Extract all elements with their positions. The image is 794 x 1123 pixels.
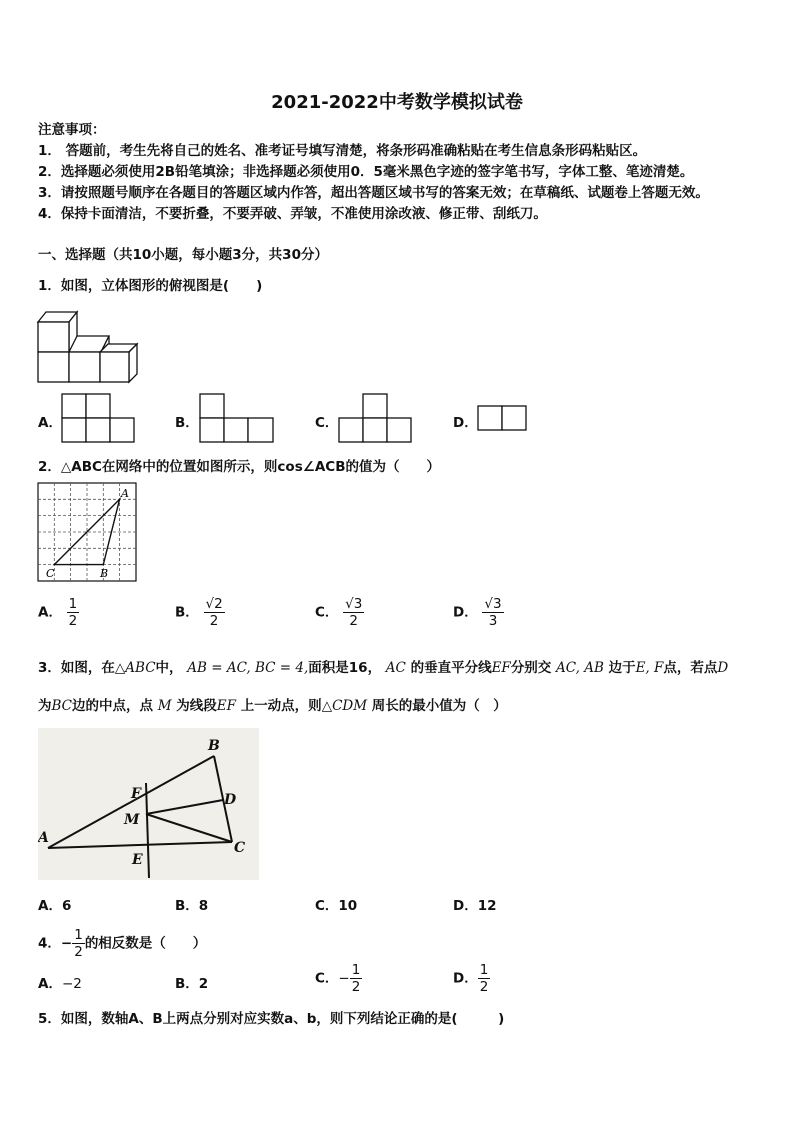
q3-option-d[interactable]: D．12 [453,898,497,914]
q2-option-c[interactable] [315,596,364,629]
q3-text: 边的中点，点 [72,698,154,714]
q3-label-c: C [234,840,246,856]
q2-label-c: C [46,567,55,580]
q1-option-d-figure[interactable] [477,405,528,432]
q2-option-b-label: B． [175,604,199,621]
q4-option-d-label: D． [453,970,478,987]
q3-math: EF [491,660,511,676]
q2-stem: 2．△ABC在网络中的位置如图所示，则cos∠ACB的值为（ ） [38,459,440,475]
q2-option-b-den: 2 [209,613,219,629]
q3-math: EF [216,698,236,714]
q4-suffix: 的相反数是（ ） [84,935,207,952]
q3-text: 上一动点，则 [240,698,322,714]
q3-math: △ABC [114,660,156,676]
q3-option-c[interactable]: C．10 [315,898,358,914]
q3-stem-line-2 [38,696,507,716]
q3-math: AC [385,660,406,676]
notice-item-1: 1． 答题前，考生先将自己的姓名、准考证号填写清楚，将条形码准确粘贴在考生信息条形码粘贴区。 [38,143,647,159]
q4-option-d-den: 2 [479,979,489,995]
q4-option-c-sign: − [338,970,350,987]
page-title: 2021-2022中考数学模拟试卷 [271,92,523,113]
q3-label-b: B [208,738,220,754]
q1-stem: 1．如图，立体图形的俯视图是( ) [38,278,263,294]
q2-option-c-label: C． [315,604,339,621]
q3-math: △CDM [321,698,368,714]
q4-option-a[interactable] [38,972,82,992]
q4-den: 2 [74,944,83,960]
q1-option-b-label[interactable]: B． [175,415,199,431]
q3-math: M [157,698,172,714]
notice-item-2: 2．选择题必须使用2B铅笔填涂；非选择题必须使用0．5毫米黑色字迹的签字笔书写，字体工整、笔迹清楚。 [38,164,694,180]
q1-option-a-label[interactable]: A． [38,415,62,431]
q1-option-d-label[interactable]: D． [453,415,478,431]
q3-text: 周长的最小值为（ ） [371,698,507,714]
q3-text: 边于 [608,660,636,676]
q1-option-b-figure[interactable] [199,393,275,444]
q2-option-a[interactable] [38,596,79,629]
q3-label-m: M [124,812,140,828]
q3-stem-line-1 [38,658,728,678]
q1-option-c-figure[interactable] [338,393,413,444]
q4-option-b-label: B． [175,976,199,992]
q2-option-c-num: √3 [345,596,363,612]
q4-option-c-den: 2 [351,979,361,995]
q4-option-c-label: C． [315,970,339,987]
q3-option-b[interactable]: B．8 [175,898,209,914]
notice-heading: 注意事项： [38,122,106,138]
q3-label-a: A [38,830,49,846]
q3-math: AB = AC, BC = 4, [187,660,309,676]
notice-item-4: 4．保持卡面清洁，不要折叠，不要弄破、弄皱，不准使用涂改液、修正带、刮纸刀。 [38,206,547,222]
q4-stem [38,927,206,960]
q1-option-c-label[interactable]: C． [315,415,339,431]
q2-label-a: A [121,487,129,500]
q3-text: 为线段 [176,698,217,714]
q1-option-a-figure[interactable] [61,393,136,444]
q3-label-e: E [132,852,143,868]
q2-option-a-num: 1 [68,596,78,612]
q4-option-a-text: −2 [61,976,82,992]
q4-option-b-text: 2 [198,976,209,992]
q2-option-d-den: 3 [488,613,498,629]
q3-math: BC [51,698,73,714]
q4-option-d-num: 1 [479,962,489,978]
q3-text: 的垂直平分线 [410,660,492,676]
q2-option-d-label: D． [453,604,478,621]
q3-text: 中， [155,660,183,676]
q4-option-d[interactable] [453,962,490,995]
q4-option-c[interactable] [315,962,362,995]
q3-option-a[interactable]: A．6 [38,898,72,914]
q2-option-c-den: 2 [349,613,359,629]
q4-option-c-num: 1 [351,962,361,978]
q2-option-d[interactable] [453,596,504,629]
q4-option-a-label: A． [38,976,62,992]
q3-triangle-figure [38,728,259,880]
q2-grid-figure [36,481,140,585]
q2-option-b[interactable] [175,596,225,629]
q3-label-f: F [131,786,141,802]
notice-item-3: 3．请按照题号顺序在各题目的答题区域内作答，超出答题区域书写的答案无效；在草稿纸、试题卷上答题无效。 [38,185,709,201]
q3-math: E, F [635,660,664,676]
q3-text: 为 [38,698,52,714]
section-heading: 一、选择题（共10小题，每小题3分，共30分） [38,247,328,263]
q3-math: AC, AB [556,660,604,676]
q3-text: 3．如图，在 [38,660,115,676]
q1-solid-figure [36,308,142,386]
q3-text: 分别交 [510,660,552,676]
q3-text: 点，若点 [663,660,718,676]
q2-option-a-den: 2 [68,613,78,629]
q5-stem: 5．如图，数轴A、B上两点分别对应实数a、b，则下列结论正确的是( ) [38,1011,505,1027]
q2-option-a-label: A． [38,604,62,621]
q2-label-b: B [100,567,109,580]
q3-math: D [717,660,729,676]
q3-label-d: D [224,792,237,808]
q3-text: 面积是16， [308,660,382,676]
q2-option-b-num: √2 [205,596,223,612]
q4-num: 1 [74,927,83,943]
q4-prefix: 4．− [38,935,73,952]
q2-option-d-num: √3 [484,596,502,612]
q4-option-b[interactable] [175,972,208,992]
